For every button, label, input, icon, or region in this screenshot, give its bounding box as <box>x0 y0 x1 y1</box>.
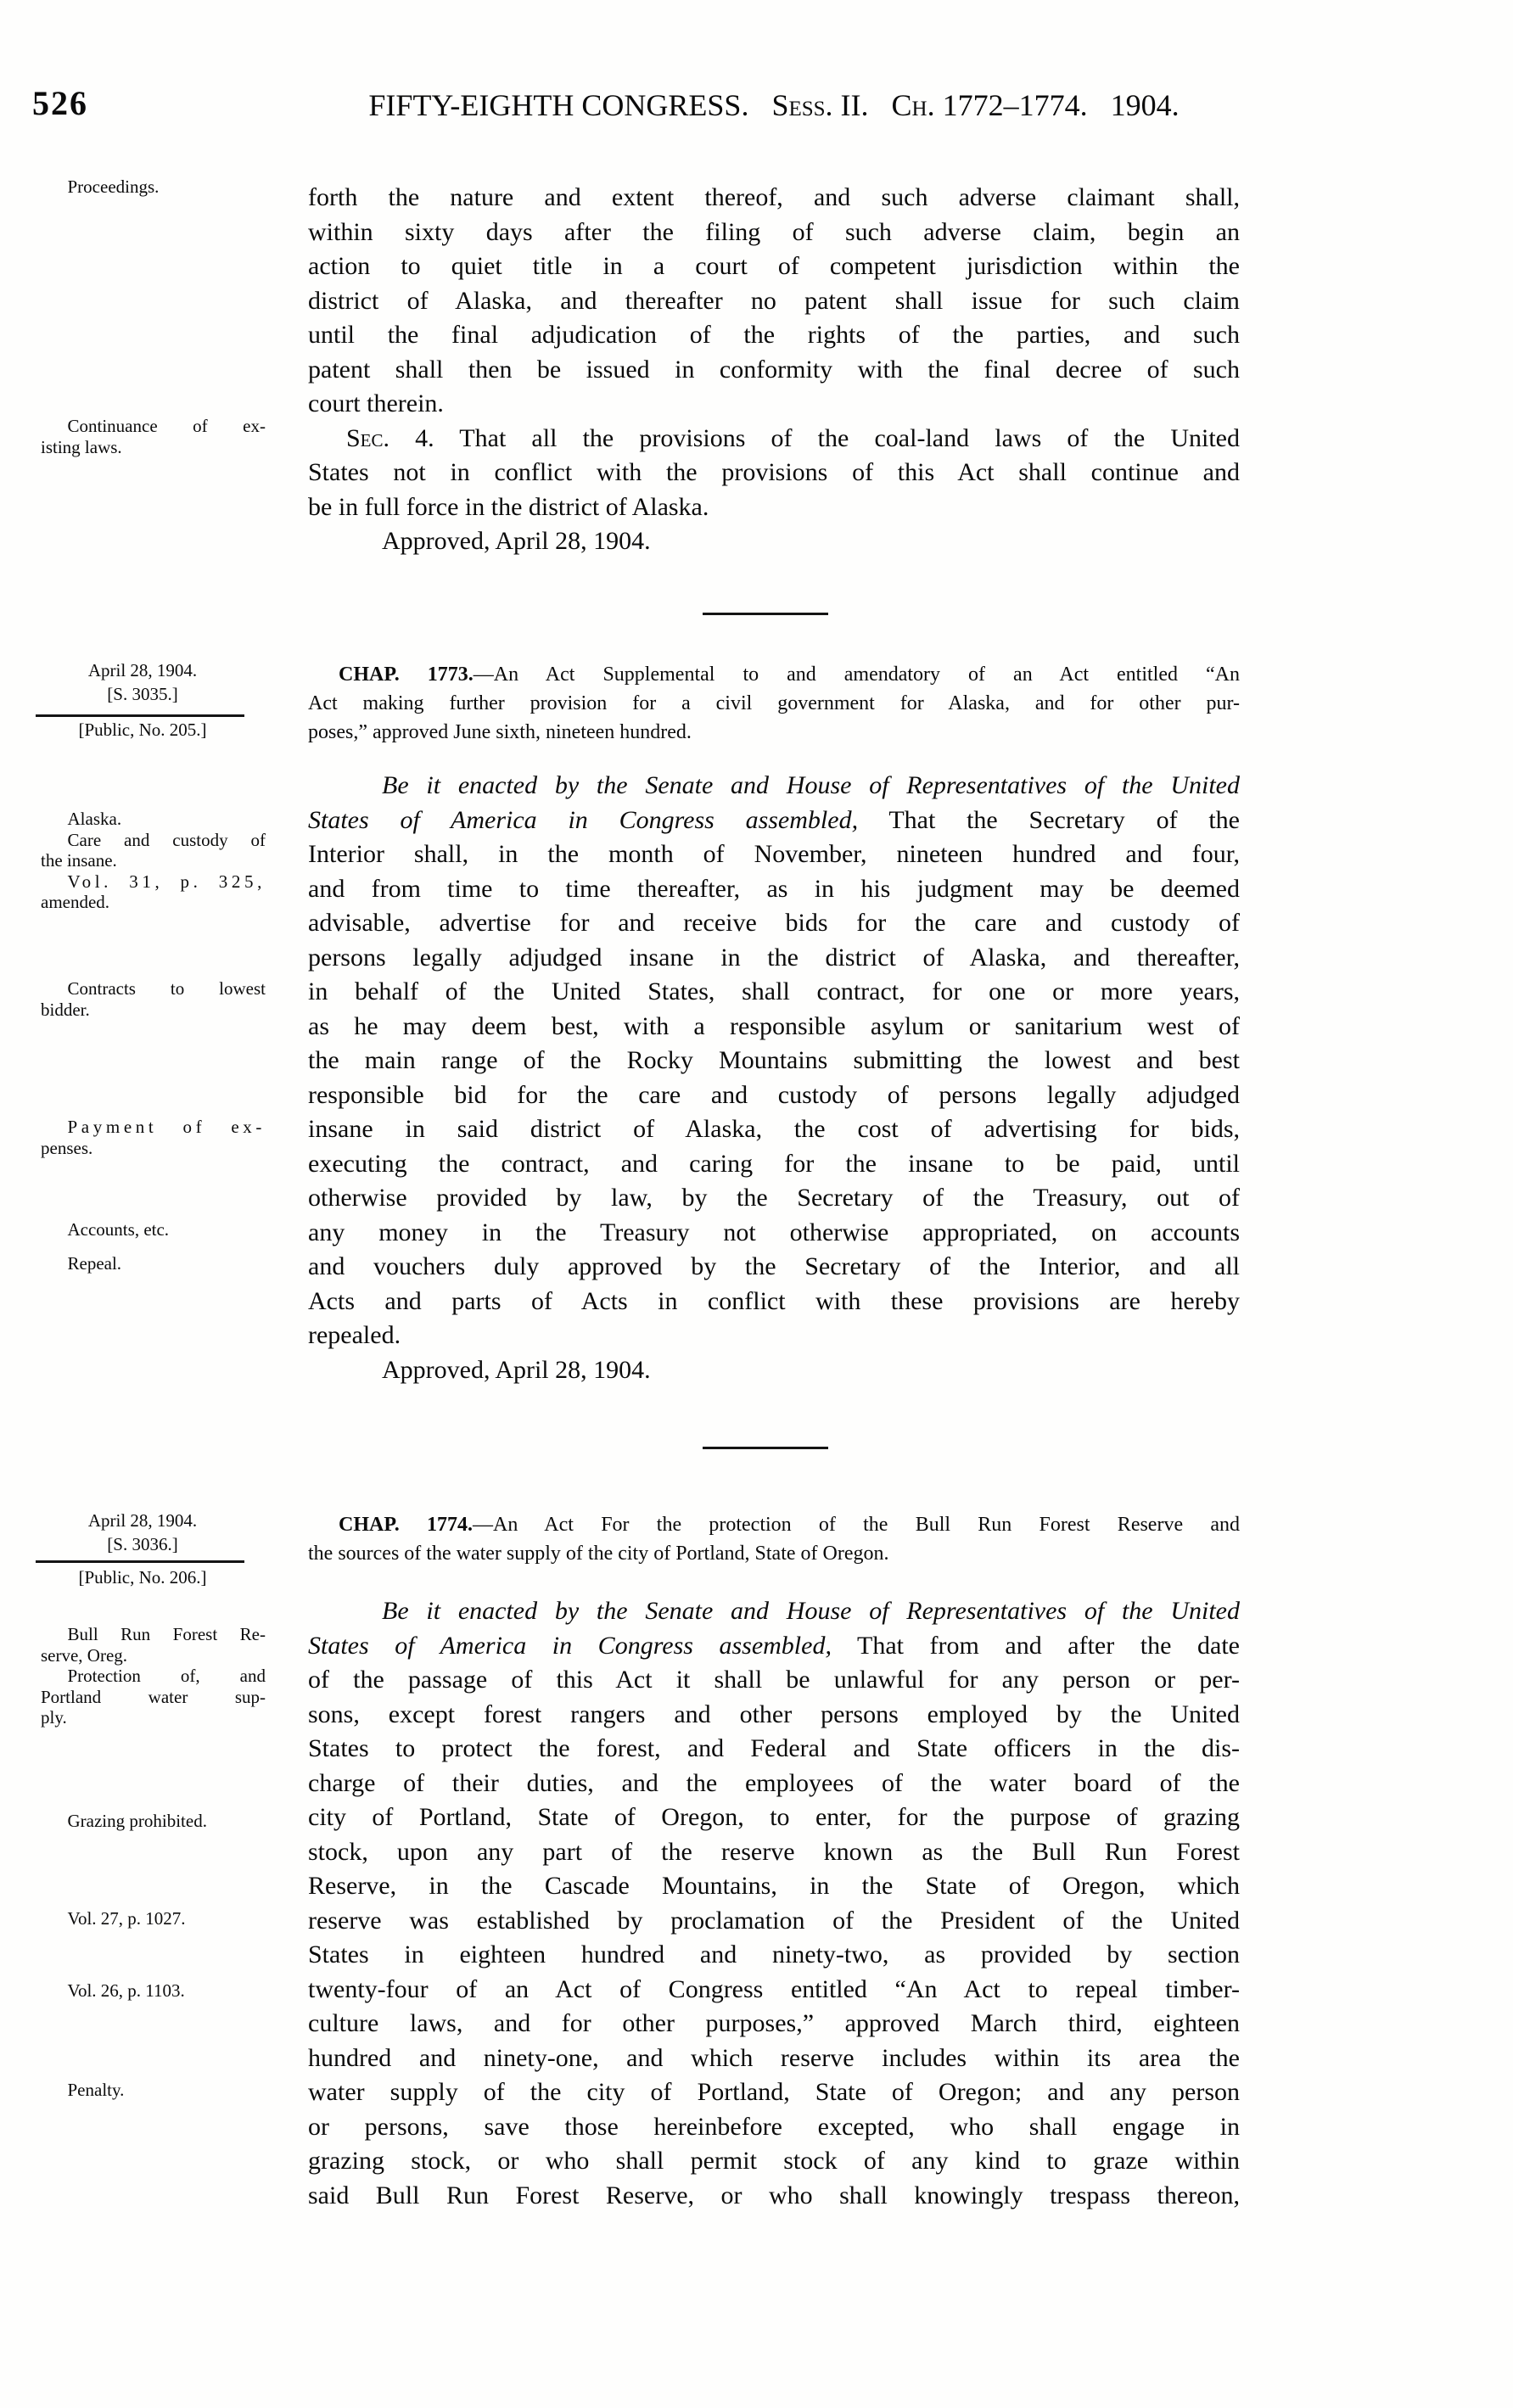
text-line <box>41 1707 266 1728</box>
margin-public-1774 <box>41 1565 244 1589</box>
text-segment: action to quiet title in a court of competent jurisdiction within the <box>308 252 1240 280</box>
text-line <box>41 1117 266 1138</box>
text-segment: Alaska. <box>67 809 122 829</box>
text-line <box>308 718 1240 747</box>
text-segment: Approved, April 28, 1904. <box>382 527 651 555</box>
chapter-heading-1773 <box>308 660 1240 747</box>
text-segment: Sec. 4. <box>346 423 434 452</box>
text-line <box>41 978 266 1000</box>
text-segment: Approved, April 28, 1904. <box>382 1355 651 1384</box>
text-segment: [S. 3035.] <box>107 684 178 704</box>
text-segment: Interior shall, in the month of November, nineteen hundred and four, <box>308 840 1240 868</box>
text-segment: CHAP. 1774. <box>339 1514 474 1536</box>
text-segment: court therein. <box>308 389 444 417</box>
text-line <box>308 941 1240 976</box>
text-segment: said Bull Run Forest Reserve, or who shall knowingly trespass thereon, <box>308 2181 1240 2209</box>
text-segment: of the passage of this Act it shall be unlawful for any person or per- <box>308 1666 1240 1694</box>
text-segment: patent shall then be issued in conformity with the final decree of such <box>308 355 1240 384</box>
text-line <box>308 284 1240 319</box>
text-segment: the main range of the Rocky Mountains submitting the lowest and best <box>308 1046 1240 1074</box>
text-line <box>41 871 266 893</box>
text-segment: States of America in Congress assembled, <box>308 805 859 834</box>
text-line <box>41 1532 244 1556</box>
margin-note-contracts <box>41 978 266 1020</box>
text-segment: stock, upon any part of the reserve known as the Bull Run Forest <box>308 1837 1240 1866</box>
text-segment: Payment of ex- <box>67 1117 266 1137</box>
text-line <box>308 2075 1240 2110</box>
text-segment: FIFTY-EIGHTH CONGRESS. <box>368 88 772 122</box>
text-segment: water supply of the city of Portland, State of Oregon; and any person <box>308 2078 1240 2106</box>
text-line <box>308 872 1240 907</box>
text-line <box>308 1353 1240 1388</box>
margin-date-1773 <box>41 658 244 706</box>
text-line <box>308 1904 1240 1939</box>
text-line <box>308 1869 1240 1904</box>
text-line <box>308 1663 1240 1698</box>
margin-note-accounts <box>41 1219 266 1240</box>
text-segment: otherwise provided by law, by the Secretary of the Treasury, out of <box>308 1184 1240 1212</box>
text-line <box>308 769 1240 804</box>
chapter-heading-1774 <box>308 1510 1240 1568</box>
text-line <box>308 87 1240 124</box>
text-segment: That from and after the date <box>831 1631 1240 1660</box>
text-line <box>308 2179 1240 2214</box>
text-segment: —An Act Supplemental to and amendatory of an Act entitled “An <box>473 664 1240 686</box>
section-divider <box>703 613 828 615</box>
text-line <box>308 837 1240 872</box>
text-line <box>308 181 1240 216</box>
text-line <box>41 1811 266 1832</box>
text-segment: Bull Run Forest Re- <box>67 1624 266 1644</box>
text-line <box>308 660 1240 689</box>
margin-date-rule-1773 <box>36 714 244 717</box>
text-segment: advisable, advertise for and receive bids for the care and custody of <box>308 909 1240 937</box>
text-segment: Care and custody of <box>67 829 266 850</box>
text-segment: any money in the Treasury not otherwise appropriated, on accounts <box>308 1218 1240 1246</box>
text-line <box>308 804 1240 838</box>
text-segment: hundred and ninety-one, and which reserve includes within its area the <box>308 2043 1240 2072</box>
text-segment: as he may deem best, with a responsible asylum or sanitarium west of <box>308 1011 1240 1040</box>
body-chap-1774 <box>308 1594 1240 2213</box>
text-line <box>308 1250 1240 1285</box>
text-segment: Portland water sup- <box>41 1686 266 1707</box>
text-segment: bidder. <box>41 999 90 1020</box>
text-line <box>308 1732 1240 1767</box>
margin-note-continuance <box>41 416 266 457</box>
text-segment: Sess. II. <box>771 88 892 122</box>
margin-date-rule-1774 <box>36 1560 244 1563</box>
text-line <box>308 1767 1240 1801</box>
text-segment: Reserve, in the Cascade Mountains, in the State of Oregon, which <box>308 1872 1240 1900</box>
text-segment: penses. <box>41 1137 93 1158</box>
margin-note-repeal <box>41 1253 266 1274</box>
text-segment: the insane. <box>41 850 117 871</box>
text-segment: and vouchers duly approved by the Secretary of the Interior, and all <box>308 1252 1240 1280</box>
margin-note-vol27 <box>41 1908 266 1929</box>
text-segment: and from time to time thereafter, as in his judgment may be deemed <box>308 874 1240 903</box>
text-line <box>41 1000 266 1021</box>
text-line <box>308 249 1240 284</box>
text-line <box>308 1698 1240 1733</box>
text-segment: repealed. <box>308 1321 401 1349</box>
text-segment: in behalf of the United States, shall contract, for one or more years, <box>308 977 1240 1005</box>
text-line <box>308 216 1240 250</box>
text-line <box>308 422 1240 456</box>
text-segment: [Public, No. 205.] <box>78 720 207 740</box>
text-segment: Continuance of ex- <box>67 416 266 436</box>
text-line <box>41 1908 266 1929</box>
text-line <box>308 1181 1240 1216</box>
text-segment: [S. 3036.] <box>107 1534 178 1554</box>
text-line <box>308 1938 1240 1973</box>
text-segment: within sixty days after the filing of such adverse claim, begin an <box>308 217 1240 246</box>
text-segment: States of America in Congress assembled, <box>308 1631 832 1660</box>
text-segment: executing the contract, and caring for the insane to be paid, until <box>308 1149 1240 1178</box>
text-line <box>308 2041 1240 2076</box>
text-segment: district of Alaska, and thereafter no patent shall issue for such claim <box>308 286 1240 315</box>
margin-note-alaska-custody <box>41 809 266 913</box>
text-segment: Repeal. <box>67 1253 122 1274</box>
text-line <box>41 1253 266 1274</box>
text-segment: Proceedings. <box>67 176 160 197</box>
text-line <box>41 416 266 437</box>
text-line <box>308 1216 1240 1251</box>
text-segment: Vol. 31, p. 325, <box>67 871 266 892</box>
text-line <box>308 1010 1240 1044</box>
text-segment: That the Secretary of the <box>858 805 1240 834</box>
text-segment: 1904. <box>1110 88 1180 122</box>
text-line <box>308 2110 1240 2145</box>
text-line <box>308 1147 1240 1182</box>
text-line <box>308 1835 1240 1870</box>
text-segment: sons, except forest rangers and other persons employed by the United <box>308 1700 1240 1728</box>
text-line <box>41 1138 266 1159</box>
text-line <box>41 1219 266 1240</box>
text-line <box>41 1666 266 1687</box>
text-segment: ply. <box>41 1707 67 1728</box>
running-header <box>308 87 1240 124</box>
margin-note-bull-run <box>41 1624 266 1728</box>
page-number: 526 <box>32 84 88 122</box>
text-segment: until the final adjudication of the rights of the parties, and such <box>308 321 1240 349</box>
text-line <box>41 850 266 871</box>
text-line <box>308 490 1240 525</box>
text-segment: States to protect the forest, and Federal and State officers in the dis- <box>308 1734 1240 1762</box>
body-chap-1772 <box>308 181 1240 559</box>
text-segment: amended. <box>41 892 110 912</box>
text-line <box>308 1044 1240 1078</box>
text-segment: twenty-four of an Act of Congress entitled “An Act to repeal timber- <box>308 1974 1240 2003</box>
text-line <box>41 1565 244 1589</box>
text-line <box>308 318 1240 353</box>
margin-note-grazing <box>41 1811 266 1832</box>
text-line <box>308 1319 1240 1353</box>
text-segment: States not in conflict with the provisions of this Act shall continue and <box>308 458 1240 486</box>
text-segment: grazing stock, or who shall permit stock of any kind to graze within <box>308 2147 1240 2175</box>
text-line <box>41 437 266 458</box>
text-line <box>41 809 266 830</box>
text-line <box>308 1629 1240 1664</box>
section-divider <box>703 1447 828 1449</box>
text-segment: or persons, save those hereinbefore excepted, who shall engage in <box>308 2112 1240 2141</box>
margin-note-payment <box>41 1117 266 1158</box>
text-line <box>308 1285 1240 1319</box>
text-line <box>41 1509 244 1532</box>
text-line <box>308 689 1240 718</box>
text-segment: reserve was established by proclamation of the President of the United <box>308 1906 1240 1935</box>
text-segment: Be it enacted by the Senate and House of Representatives of the United <box>382 771 1240 799</box>
text-segment: Accounts, etc. <box>67 1219 170 1240</box>
text-segment: isting laws. <box>41 436 122 457</box>
text-line <box>41 1687 266 1708</box>
text-line <box>308 456 1240 490</box>
text-segment: Ch. 1772–1774. <box>891 88 1111 122</box>
text-segment: charge of their duties, and the employees of the water board of the <box>308 1768 1240 1797</box>
text-segment: Protection of, and <box>67 1666 266 1686</box>
text-segment: —An Act For the protection of the Bull Run Forest Reserve and <box>473 1514 1241 1536</box>
text-line <box>308 906 1240 941</box>
text-segment: persons legally adjudged insane in the district of Alaska, and thereafter, <box>308 943 1240 972</box>
text-segment: forth the nature and extent thereof, and such adverse claimant shall, <box>308 183 1240 211</box>
text-segment: Penalty. <box>67 2080 125 2100</box>
text-segment: States in eighteen hundred and ninety-two, as provided by section <box>308 1940 1240 1968</box>
text-segment: poses,” approved June sixth, nineteen hundred. <box>308 721 692 743</box>
body-chap-1773 <box>308 769 1240 1387</box>
text-line <box>41 2080 266 2101</box>
text-line <box>41 830 266 851</box>
text-line <box>308 353 1240 388</box>
text-segment: insane in said district of Alaska, the cost of advertising for bids, <box>308 1115 1240 1143</box>
text-segment: Be it enacted by the Senate and House of Representatives of the United <box>382 1597 1240 1625</box>
text-line <box>308 1112 1240 1147</box>
text-segment: Act making further provision for a civil government for Alaska, and for other pur- <box>308 692 1240 714</box>
text-line <box>308 1078 1240 1113</box>
text-line <box>308 387 1240 422</box>
text-segment: [Public, No. 206.] <box>78 1567 207 1588</box>
text-line <box>308 1594 1240 1629</box>
text-segment: April 28, 1904. <box>87 660 198 680</box>
text-segment: Acts and parts of Acts in conflict with these provisions are hereby <box>308 1286 1240 1315</box>
text-segment: city of Portland, State of Oregon, to enter, for the purpose of grazing <box>308 1803 1240 1831</box>
text-line <box>308 1973 1240 2008</box>
text-line <box>308 1800 1240 1835</box>
text-line <box>41 718 244 742</box>
text-line <box>41 682 244 706</box>
margin-note-proceedings <box>41 176 266 198</box>
text-segment: April 28, 1904. <box>87 1510 198 1531</box>
text-line <box>308 1539 1240 1568</box>
text-segment: Contracts to lowest <box>67 978 266 999</box>
text-line <box>41 1645 266 1666</box>
text-line <box>308 2144 1240 2179</box>
text-line <box>308 2007 1240 2041</box>
text-segment: That all the provisions of the coal-land laws of the United <box>434 423 1240 452</box>
text-segment: be in full force in the district of Alaska. <box>308 492 709 521</box>
margin-public-1773 <box>41 718 244 742</box>
text-segment: Vol. 27, p. 1027. <box>67 1908 186 1929</box>
text-line <box>41 1624 266 1645</box>
text-segment: CHAP. 1773. <box>339 664 474 686</box>
text-line <box>41 1980 266 2002</box>
text-segment: Vol. 26, p. 1103. <box>67 1980 185 2001</box>
text-line <box>308 1510 1240 1539</box>
text-line <box>41 892 266 913</box>
margin-note-vol26 <box>41 1980 266 2002</box>
text-line <box>308 975 1240 1010</box>
margin-note-penalty <box>41 2080 266 2101</box>
text-segment: the sources of the water supply of the city of Portland, State of Oregon. <box>308 1543 889 1565</box>
margin-date-1774 <box>41 1509 244 1556</box>
text-segment: culture laws, and for other purposes,” approved March third, eighteen <box>308 2009 1240 2037</box>
text-line <box>41 658 244 682</box>
text-line <box>41 176 266 198</box>
text-segment: responsible bid for the care and custody of persons legally adjudged <box>308 1080 1240 1109</box>
text-line <box>308 524 1240 559</box>
text-segment: Grazing prohibited. <box>67 1811 207 1831</box>
text-segment: serve, Oreg. <box>41 1644 128 1666</box>
